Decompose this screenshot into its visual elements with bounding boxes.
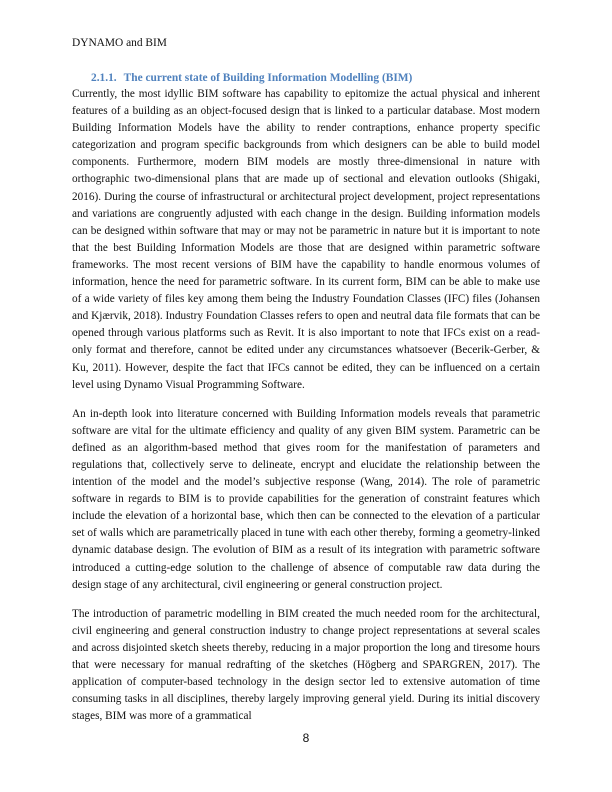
paragraph-3: The introduction of parametric modelling in BIM created the much needed room for the architectural, civil engineering and general construction industry to change project representations at several scales and across disjointed sketch sheets thereby, reducing in a major proportion the long and tiresome hours that were necessary for manual redrafting of the sketches (Högberg and SPARGREN, 2017). The application of computer-based technology in the design sector led to extensive automation of time consuming tasks in all disciplines, thereby largely improving general yield. During its initial discovery stages, BIM was more of a grammatical [72, 607, 540, 723]
section-number: 2.1.1. [91, 72, 117, 84]
body-text [72, 86, 540, 737]
section-heading [91, 71, 412, 85]
section-title: The current state of Building Information Modelling (BIM) [123, 72, 413, 84]
running-header: DYNAMO and BIM [72, 37, 167, 49]
paragraph-1: Currently, the most idyllic BIM software has capability to epitomize the actual physical and inherent features of a building as an object-focused design that is linked to a particular database. Most modern Building Information Models have the ability to render contraptions, enhance property specific categorization and program specific backgrounds from which designers can be able to build model components. Furthermore, modern BIM models are mostly three-dimensional in nature with orthographic two-dimensional plans that are made up of sectional and elevation outlooks (Shigaki, 2016). During the course of infrastructural or architectural project development, project representations and variations are congruently adjusted with each change in the design. Building information models can be designed within software that may or may not be parametric in nature but it is important to note that the best Building Information Models are those that are designed within parametric software frameworks. The most recent versions of BIM have the capability to handle enormous volumes of information, hence the need for parametric software. In its current form, BIM can be able to make use of a wide variety of files key among them being the Industry Foundation Classes (IFC) files (Johansen and Kjærvik, 2018). Industry Foundation Classes refers to open and neutral data file formats that can be opened through various platforms such as Revit. It is also important to note that IFCs exist on a read-only format and therefore, cannot be edited under any circumstances whatsoever (Becerik-Gerber, & Ku, 2011). However, despite the fact that IFCs cannot be edited, they can be influenced on a certain level using Dynamo Visual Programming Software. [72, 88, 540, 391]
page-number: 8 [302, 731, 310, 745]
paragraph-2: An in-depth look into literature concerned with Building Information models reveals that parametric software are vital for the ultimate efficiency and quality of any given BIM system. Parametric can be defined as an algorithm-based method that gives room for the manifestation of parameters and regulations that, collectively serve to delineate, encrypt and elucidate the relationship between the intention of the model and the model’s subjective response (Wang, 2014). The role of parametric software in regards to BIM is to provide capabilities for the generation of constraint features which include the elevation of a horizontal base, which then can be connected to the elevation of a particular set of walls which are parametrically placed in tune with each other thereby, forming a geometry-linked dynamic database design. The evolution of BIM as a result of its integration with parametric software introduced a cutting-edge solution to the challenge of absence of computable raw data during the design stage of any architectural, civil engineering or general construction project. [72, 407, 540, 591]
